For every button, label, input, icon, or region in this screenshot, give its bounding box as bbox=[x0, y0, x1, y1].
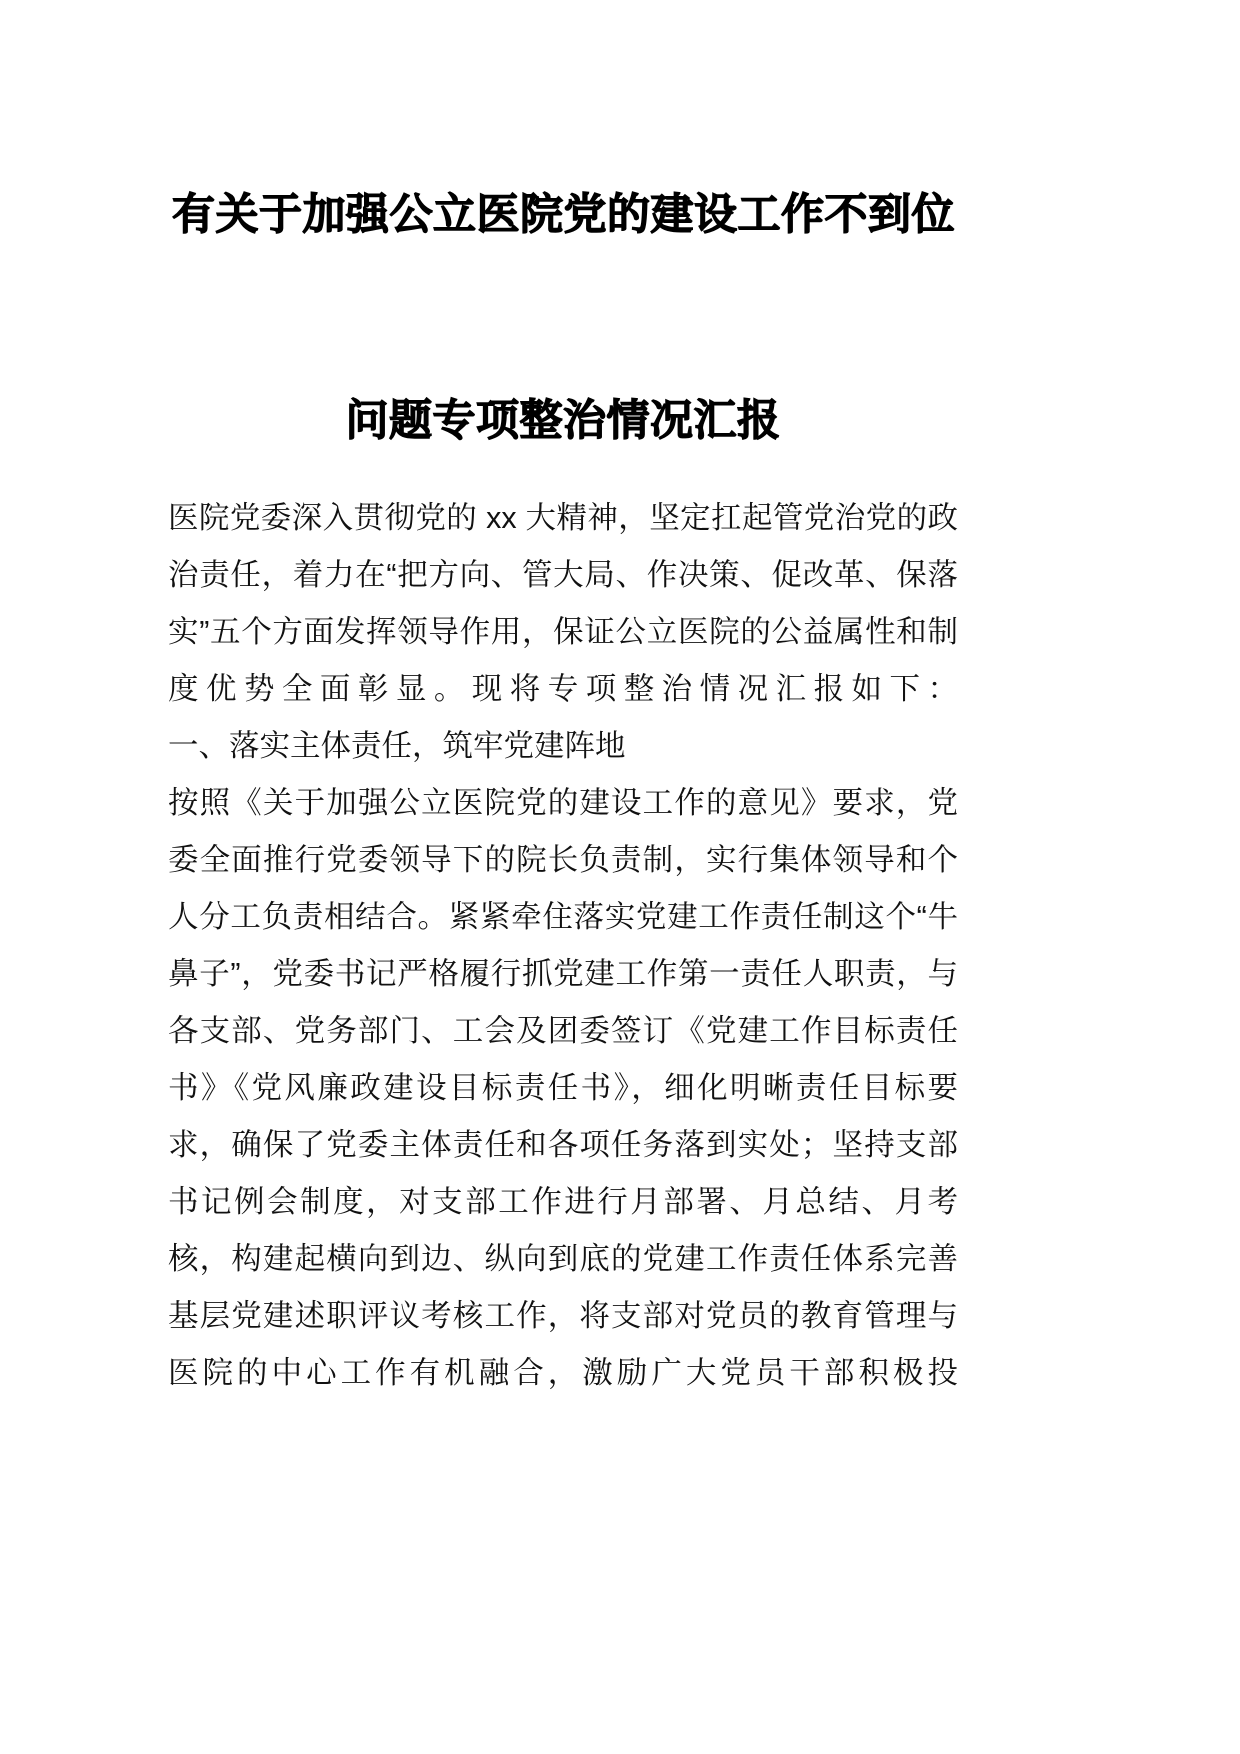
section-heading-1: 一、落实主体责任，筑牢党建阵地 bbox=[168, 729, 626, 763]
document-title-line-2: 问题专项整治情况汇报 bbox=[345, 397, 781, 445]
document-title bbox=[168, 150, 958, 486]
document-content bbox=[168, 150, 958, 1402]
title-spacer bbox=[168, 280, 958, 350]
document-body bbox=[168, 490, 958, 1402]
paragraph-intro: 医院党委深入贯彻党的 xx 大精神，坚定扛起管党治党的政治责任，着力在“把方向、管大局、作决策、促改革、保落实”五个方面发挥领导作用，保证公立医院的公益属性和制度优势全面彰显。现将专项整治情况汇报如下： bbox=[168, 501, 958, 706]
paragraph-section-1-body: 按照《关于加强公立医院党的建设工作的意见》要求，党委全面推行党委领导下的院长负责制，实行集体领导和个人分工负责相结合。紧紧牵住落实党建工作责任制这个“牛鼻子”，党委书记严格履行抓党建工作第一责任人职责，与各支部、党务部门、工会及团委签订《党建工作目标责任书》《党风廉政建设目标责任书》，细化明晰责任目标要求，确保了党委主体责任和各项任务落到实处；坚持支部书记例会制度，对支部工作进行月部署、月总结、月考核，构建起横向到边、纵向到底的党建工作责任体系完善基层党建述职评议考核工作，将支部对党员的教育管理与医院的中心工作有机融合，激励广大党员干部积极投 bbox=[168, 786, 958, 1390]
document-title-line-1: 有关于加强公立医院党的建设工作不到位 bbox=[172, 191, 955, 239]
